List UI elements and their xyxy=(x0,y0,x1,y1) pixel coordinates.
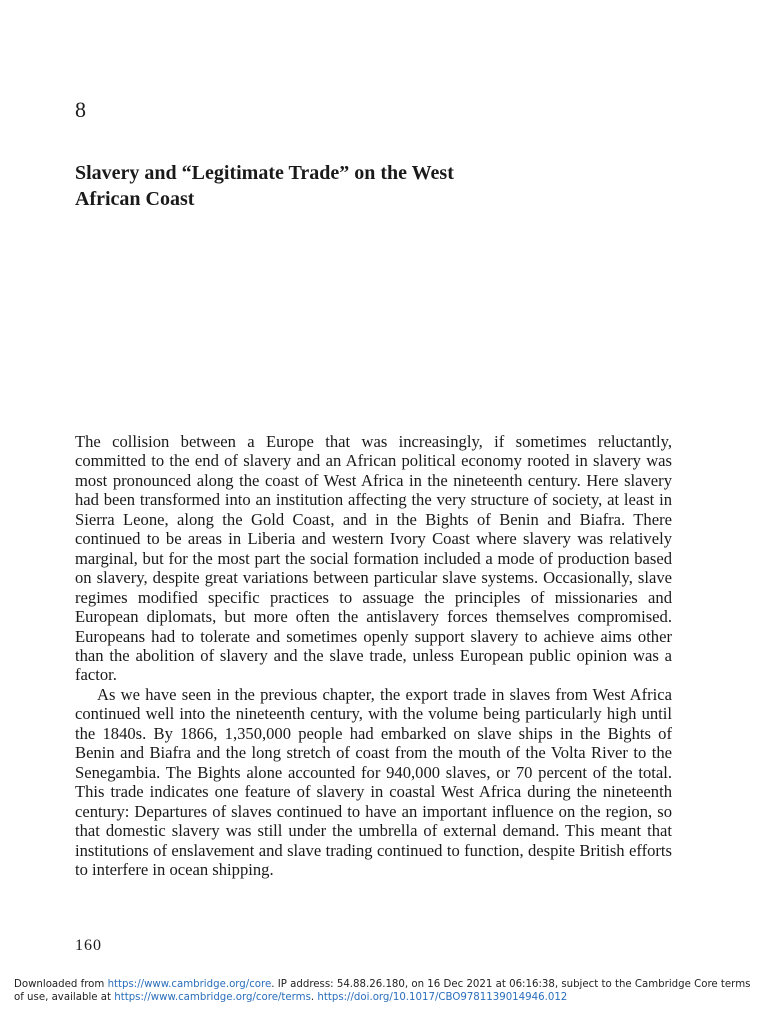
chapter-title xyxy=(75,160,595,212)
paragraph-2: As we have seen in the previous chapter, the export trade in slaves from West Africa continued well into the nineteenth century, with the volume being particularly high until the 1840s. By 1866, 1,350,000 people had embarked on slave ships in the Bights of Benin and Biafra and the long stretch of coast from the mouth of the Volta River to the Senegambia. The Bights alone accounted for 940,000 slaves, or 70 percent of the total. This trade indicates one feature of slavery in coastal West Africa during the nineteenth century: Departures of slaves continued to have an important influence on the region, so that domestic slavery was still under the umbrella of external demand. This meant that institutions of enslavement and slave trading continued to function, despite British efforts to interfere in ocean shipping. xyxy=(75,684,672,879)
cambridge-core-link[interactable]: https://www.cambridge.org/core xyxy=(107,979,272,990)
footer-middle: . IP address: 54.88.26.180, on 16 Dec 2021 at 06:16:38, subject to the Cambridge Core terms of use, available at xyxy=(14,979,751,1003)
paragraph-1: The collision between a Europe that was increasingly, if sometimes reluctantly, committed to the end of slavery and an African political economy rooted in slavery was most pronounced along the coast of West Africa in the nineteenth century. Here slavery had been transformed into an institution affecting the very structure of society, at least in Sierra Leone, along the Gold Coast, and in the Bights of Benin and Biafra. There continued to be areas in Liberia and western Ivory Coast where slavery was relatively marginal, but for the most part the social formation included a mode of production based on slavery, despite great variations between particular slave systems. Occasionally, slave regimes modified specific practices to assuage the principles of missionaries and European diplomats, but more often the antislavery forces themselves compromised. Europeans had to tolerate and sometimes openly support slavery to achieve aims other than the abolition of slavery and the slave trade, unless European public opinion was a factor. xyxy=(75,432,672,685)
chapter-number: 8 xyxy=(75,97,86,122)
download-footer xyxy=(14,978,754,1004)
doi-link[interactable]: https://doi.org/10.1017/CBO9781139014946.012 xyxy=(317,992,568,1003)
chapter-title-line-2: African Coast xyxy=(75,188,195,210)
terms-link[interactable]: https://www.cambridge.org/core/terms xyxy=(114,992,311,1003)
body-text xyxy=(75,432,672,879)
chapter-title-line-1: Slavery and “Legitimate Trade” on the West xyxy=(75,162,454,184)
page-number: 160 xyxy=(75,937,102,954)
footer-separator: . xyxy=(310,992,318,1003)
footer-prefix: Downloaded from xyxy=(14,979,108,990)
